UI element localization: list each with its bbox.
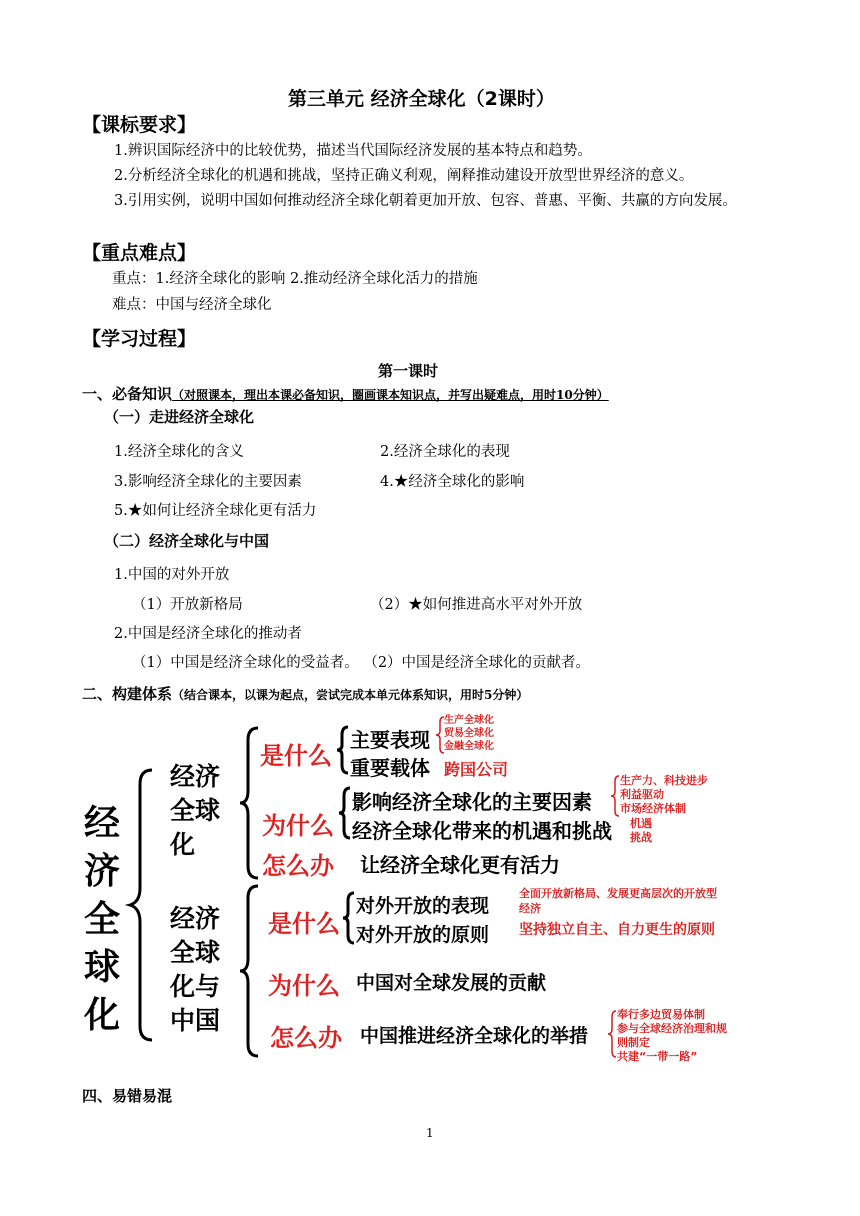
factors-brace — [610, 776, 620, 816]
factor-item: 利益驱动 — [620, 788, 664, 801]
sub1-item-1: 1.经济全球化的含义 — [114, 444, 244, 460]
branch2-label-line: 全球 — [170, 938, 221, 967]
branch2-label-line: 化与 — [170, 972, 221, 1001]
sub2-item-1b: （2）★如何推进高水平对外开放 — [370, 597, 583, 613]
measures-brace — [607, 1011, 617, 1057]
page-title: 第三单元 经济全球化（2课时） — [288, 88, 555, 110]
branch1-why-item-1: 影响经济全球化的主要因素 — [352, 790, 592, 814]
part2-note: （结合课本，以课为起点，尝试完成本单元体系知识，用时5分钟） — [172, 688, 529, 702]
branch2-how: 怎么办 — [270, 1024, 342, 1052]
part2-heading-row — [82, 683, 528, 704]
form-item: 金融全球化 — [444, 741, 494, 752]
form-item: 生产全球化 — [444, 715, 494, 726]
branch1-label — [170, 760, 220, 862]
branch1-why-item-2: 经济全球化带来的机遇和挑战 — [352, 819, 612, 843]
sub2-heading: （二）经济全球化与中国 — [104, 532, 270, 550]
curriculum-heading: 【课标要求】 — [82, 114, 197, 136]
forms-list — [444, 714, 494, 753]
part1-heading-row — [82, 383, 609, 404]
sub1-item-3: 3.影响经济全球化的主要因素 — [114, 474, 302, 490]
sub2-item-2a: （1）中国是经济全球化的受益者。 （2）中国是经济全球化的贡献者。 — [132, 655, 591, 671]
branch1-what-brace — [336, 727, 350, 773]
root-char: 全 — [83, 899, 120, 940]
sub1-item-2: 2.经济全球化的表现 — [380, 444, 510, 460]
factor-item: 市场经济体制 — [620, 802, 686, 815]
root-char: 济 — [83, 851, 120, 892]
branch1-brace — [238, 728, 262, 878]
branch2-label — [170, 902, 220, 1038]
branch1-how: 怎么办 — [262, 852, 334, 880]
branch2-how-item: 中国推进经济全球化的举措 — [360, 1025, 589, 1047]
opps-list — [630, 817, 652, 845]
branch1-why: 为什么 — [262, 812, 334, 840]
sub2-item-2: 2.中国是经济全球化的推动者 — [114, 626, 302, 642]
page-number: 1 — [426, 1126, 434, 1140]
branch2-what-note-2: 坚持独立自主、自力更生的原则 — [519, 922, 715, 938]
branch1-what-item-1: 主要表现 — [350, 728, 430, 752]
branch2-label-line: 经济 — [170, 904, 221, 933]
keypoints-key: 重点：1.经济全球化的影响 2.推动经济全球化活力的措施 — [112, 271, 478, 287]
form-item: 贸易全球化 — [444, 728, 494, 739]
keypoints-difficult: 难点：中国与经济全球化 — [112, 297, 272, 313]
branch1-label-line: 化 — [170, 830, 196, 859]
branch1-what-item-2: 重要载体 — [350, 756, 430, 780]
factor-item: 生产力、科技进步 — [620, 774, 708, 787]
sub2-item-1: 1.中国的对外开放 — [114, 567, 230, 583]
root-brace — [128, 770, 158, 1040]
sub1-item-4: 4.★经济全球化的影响 — [380, 474, 525, 490]
branch2-what-note-1: 全面开放新格局、发展更高层次的开放型 — [519, 887, 717, 900]
process-heading: 【学习过程】 — [82, 328, 197, 350]
branch2-what-note-1b: 经济 — [519, 902, 541, 915]
branch2-what-item-2: 对外开放的原则 — [356, 924, 490, 946]
branch2-why-item: 中国对全球发展的贡献 — [356, 972, 547, 994]
root-char: 经 — [83, 803, 120, 844]
curriculum-item-1: 1.辨识国际经济中的比较优势，描述当代国际经济发展的基本特点和趋势。 — [114, 143, 592, 159]
measure-item: 则制定 — [617, 1036, 650, 1049]
measure-item: 参与全球经济治理和规 — [617, 1022, 727, 1035]
sub2-item-1a: （1）开放新格局 — [132, 597, 243, 613]
opp-item: 机遇 — [630, 817, 652, 830]
branch1-label-line: 全球 — [170, 796, 221, 825]
branch1-what: 是什么 — [260, 742, 332, 770]
measure-item: 奉行多边贸易体制 — [617, 1008, 705, 1021]
branch2-label-line: 中国 — [170, 1006, 221, 1035]
part1-note: （对照课本，理出本课必备知识，圈画课本知识点，并写出疑难点，用时10分钟） — [172, 388, 609, 402]
part1-heading: 一、必备知识 — [82, 385, 173, 403]
sub1-item-5: 5.★如何让经济全球化更有活力 — [114, 503, 317, 519]
branch1-how-item: 让经济全球化更有活力 — [360, 853, 560, 877]
sub1-heading: （一）走进经济全球化 — [104, 408, 255, 426]
part4-heading: 四、易错易混 — [82, 1087, 173, 1105]
measure-item: 共建“一带一路” — [617, 1050, 698, 1063]
keypoints-heading: 【重点难点】 — [82, 242, 197, 264]
branch2-why: 为什么 — [268, 972, 340, 1000]
root-char: 球 — [83, 947, 120, 988]
branch2-what-brace — [342, 893, 356, 943]
branch1-why-brace — [338, 788, 352, 838]
root-char: 化 — [83, 995, 120, 1036]
factors-list — [620, 774, 708, 816]
branch2-what-item-1: 对外开放的表现 — [356, 895, 490, 917]
opp-item: 挑战 — [630, 831, 652, 844]
lesson-title: 第一课时 — [378, 362, 439, 380]
part2-heading: 二、构建体系 — [82, 685, 173, 703]
branch2-brace — [238, 886, 262, 1056]
curriculum-item-3: 3.引用实例，说明中国如何推动经济全球化朝着更加开放、包容、普惠、平衡、共赢的方向发展。 — [114, 193, 737, 209]
branch1-label-line: 经济 — [170, 762, 221, 791]
carrier: 跨国公司 — [444, 760, 509, 779]
mindmap-root — [80, 800, 124, 1040]
branch2-what: 是什么 — [268, 910, 340, 938]
measures-list — [617, 1008, 727, 1064]
curriculum-item-2: 2.分析经济全球化的机遇和挑战，坚持正确义利观，阐释推动建设开放型世界经济的意义。 — [114, 168, 694, 184]
